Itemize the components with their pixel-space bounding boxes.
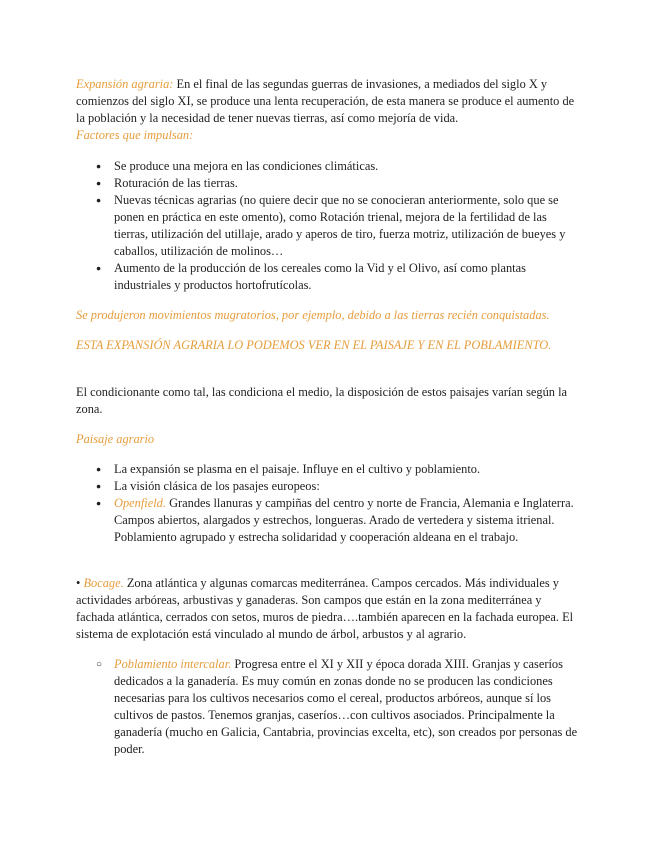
paisaje-list: [76, 461, 583, 546]
factors-list: [76, 158, 583, 294]
factors-heading-text: Factores que impulsan:: [76, 128, 194, 142]
bocage-bullet: •: [76, 576, 81, 590]
caps-heading: ESTA EXPANSIÓN AGRARIA LO PODEMOS VER EN EL PAISAJE Y EN EL POBLAMIENTO.: [76, 338, 552, 352]
list-item: [76, 192, 583, 260]
list-item-text: Se produce una mejora en las condiciones climáticas.: [114, 159, 379, 173]
list-item: [76, 158, 583, 175]
list-item-text: Nuevas técnicas agrarias (no quiere decir que no se conocieran anteriormente, solo que se ponen en práctica en este omento), como Rotación trienal, mejora de la fertilidad de las tierras, utilización del utillaje, arado y aperos de tiro, fuerza motriz, utilización de bueyes y caballos, utilización de molinos…: [114, 193, 566, 258]
factors-heading: [76, 127, 583, 144]
poblamiento-label: Poblamiento intercalar.: [114, 657, 232, 671]
condition-paragraph: El condicionante como tal, las condiciona el medio, la disposición de estos paisajes varían según la zona.: [76, 385, 568, 416]
intro-label: Expansión agraria:: [76, 77, 174, 91]
poblamiento-list: [76, 656, 583, 758]
list-item: [76, 461, 583, 478]
list-item-poblamiento: [76, 656, 583, 758]
openfield-label: Openfield.: [114, 496, 166, 510]
list-item-text: Aumento de la producción de los cereales como la Vid y el Olivo, así como plantas industriales y productos hortofrutícolas.: [114, 261, 526, 292]
list-item-openfield: [76, 495, 583, 546]
list-item-text: Roturación de las tierras.: [114, 176, 238, 190]
intro-paragraph: [76, 76, 583, 127]
list-item-text: La expansión se plasma en el paisaje. Influye en el cultivo y poblamiento.: [114, 462, 481, 476]
bocage-paragraph: [76, 575, 583, 643]
list-item: [76, 260, 583, 294]
bocage-text: Zona atlántica y algunas comarcas mediterránea. Campos cercados. Más individuales y actividades arbóreas, arbustivas y ganaderas. Son campos que están en la zona mediterránea y fachada atlántica, cerrados con setos, muros de piedra….también aparecen en la fachada europea. El sistema de explotación está vinculado al mundo de árbol, arbustos y al agrario.: [76, 576, 574, 641]
migration-note: Se produjeron movimientos mugratorios, por ejemplo, debido a las tierras recién conquistadas.: [76, 308, 550, 322]
intro-text: En el final de las segundas guerras de invasiones, a mediados del siglo X y comienzos del siglo XI, se produce una lenta recuperación, de esta manera se produce el aumento de la población y la necesidad de tener nuevas tierras, así como mejoría de vida.: [76, 77, 575, 125]
bocage-label: Bocage.: [83, 576, 124, 590]
list-item-text: La visión clásica de los pasajes europeos:: [114, 479, 320, 493]
paisaje-heading: Paisaje agrario: [76, 432, 155, 446]
openfield-text: Grandes llanuras y campiñas del centro y norte de Francia, Alemania e Inglaterra. Campos abiertos, alargados y estrechos, longueras. Arado de vertedera y sistema itrienal. Poblamiento agrupado y estrecha solidaridad y cooperación aldeana en el trabajo.: [114, 496, 574, 544]
poblamiento-text: Progresa entre el XI y XII y época dorada XIII. Granjas y caseríos dedicados a la ganadería. Es muy común en zonas donde no se producen las condiciones necesarias para los cultivos necesarios como el cereal, productos arbóreos, aunque sí los cultivos de pastos. Tenemos granjas, caseríos…con cultivos asociados. Principalmente la ganadería (mucho en Galicia, Cantabria, provincias excelta, etc), son creados por personas de poder.: [114, 657, 578, 756]
list-item: [76, 175, 583, 192]
list-item: [76, 478, 583, 495]
